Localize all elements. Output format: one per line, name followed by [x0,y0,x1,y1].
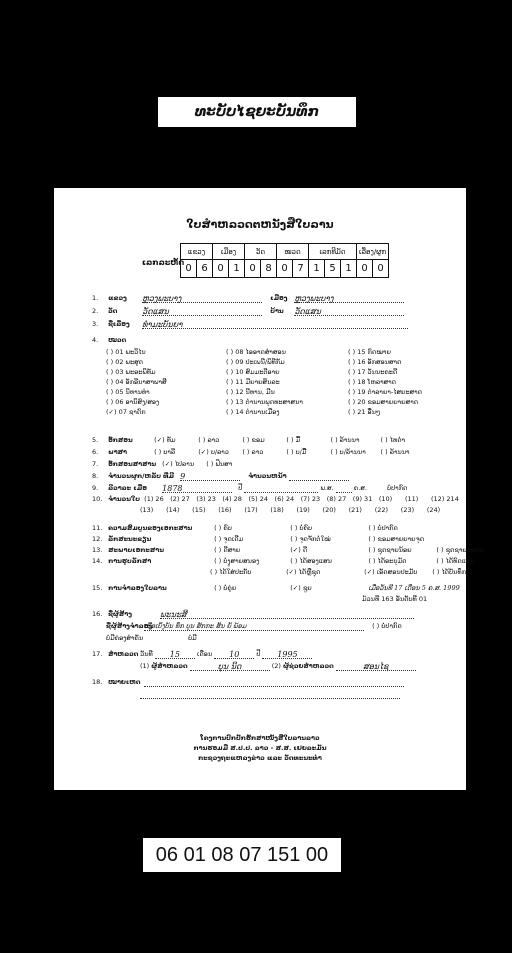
field-copyist-extra [106,634,197,643]
code-digit: 7 [293,260,309,278]
code-header: ເລື່ອງ/ຜູກ [357,244,389,260]
code-header: ເລກທີມັດ [309,244,357,260]
condition-option: (✓) ດີ [290,546,308,554]
manuscript-code-label: 06 01 08 07 151 00 [143,838,341,872]
script-option: ( ) ມື້ [286,436,301,444]
preservation-option: ( ) ບໍ່ງູສາຍສນອງ [214,557,260,565]
category-option: ( ) 11 ມີຍາຍສິນລະ [226,378,280,386]
footer-project: ໂຄງການປົກປັກຮັກສາໜັງສືໃບລານລາວ [200,734,320,742]
leaf-index: (14) [166,506,180,514]
field-script: 5. ອັກສອນ (✓) ທັມ ( ) ລາວ ( ) ຂອມ ( ) ມື້ ( ) ລ້ານນາ ( ) ໄທດຳ [92,436,421,445]
leaf-index: (16) [218,506,232,514]
code-digit: 0 [277,260,293,278]
writing-style-option: ( ) ຂອມສາຍຍາຍຈຸດ [368,535,425,543]
code-digit: 5 [325,260,341,278]
condition-option: ( ) ດີສາຍ [214,546,241,554]
replica-option: ( ) ບໍ່ຄູ່ຍ [214,584,237,592]
category-column-1 [106,347,167,417]
field-material: 7. ອັກສອນສາສານ (✓) ໄປລານ ( ) ຟິນສາ [92,460,248,469]
writing-style-option: ( ) ຈຸດເດີມ [214,535,244,543]
script-option: ( ) ໄທດຳ [380,436,406,444]
leaf-count: (3) 23 [196,495,216,503]
leaf-count-row-2 [140,506,451,515]
leaf-index: (21) [348,506,362,514]
code-header: ແຂວງ [181,244,213,260]
preservation-option: ( ) ໄດ້ທົດແທນ [436,557,475,565]
field-language: 6. ພາສາ ( ) ບາລີ (✓) ບ/ລາວ ( ) ລາວ ( ) ບ/ມື້ ( ) ບ/ລ້ານນາ ( ) ລ້ານນາ [92,448,421,457]
field-temple: 2. ວັດ ວັດແສນ ບ້ານ ວັດແສນ [92,307,404,316]
leaf-index: (23) [400,506,415,514]
code-header: ເມືອງ [213,244,245,260]
leaf-count: (6) 24 [274,495,295,503]
code-digit: 1 [341,260,357,278]
category-option: ( ) 15 ກົດໝາຍ [348,348,391,356]
temple-value: ວັດແສນ [142,307,262,316]
field-replica: 15. ການຈຳລອງໃບລານ ( ) ບໍ່ຄູ່ຍ (✓) ຊູຍ ເມື່ອວັນທີ 17 ເດືອນ 5 ຄ.ສ. 1999 [92,584,460,592]
survey-year: 1995 [262,650,312,659]
era-value: 1878 [162,484,232,493]
script-option: ( ) ລາວ [198,436,220,444]
script-option: (✓) ທັມ [154,436,176,444]
replica-date: ເມື່ອວັນທີ 17 ເດືອນ 5 ຄ.ສ. 1999 [368,584,460,592]
material-option: (✓) ໄປລານ [162,460,195,468]
copyist-value: ເພື່ອເບິ່ງບັນ ທຶກ ບຸນ ສັກກະ ສັນ ຍັ ພ້ອມ [144,622,364,631]
field-province: 1. ແຂວງ ຫຼວງພະບາງ ເມືອງ ຫຼວງພະບາງ [92,294,404,303]
field-preservation: 14. ການຮູບລັກສາ ( ) ບໍ່ງູສາຍສນອງ ( ) ໄດ້ສອງແສນ ( ) ໄດ້ອະນຸມັດ ( ) ໄດ້ທົດແທນ [92,557,475,565]
leaf-index: (20) [322,506,336,514]
leaf-count: (7) 23 [300,495,321,503]
language-option: (✓) ບ/ລາວ [198,448,229,456]
language-option: ( ) ບ/ມື້ [286,448,307,456]
language-option: ( ) ລາວ [242,448,264,456]
field-survey-date: 17. ສຳຫລວດ ວັນທີ 15 ເດືອນ 10 ປີ 1995 [92,650,312,659]
field-preservation-row-2 [210,568,466,577]
category-option: ( ) 12 ນີທານ, ມີນ [226,388,275,396]
surveyor-value: ບຸນ ນິດ [190,662,270,671]
leaf-count: (9) 31 [352,495,373,503]
category-option: ( ) 08 ໄອອາດສຳສອນ [226,348,286,356]
condition-option: ( ) ຊຸດຊາຍຫລາຍ [436,546,485,554]
preservation-option: ( ) ໄດ້ສອງແສນ [290,557,332,565]
province-value: ຫຼວງພະບາງ [142,294,262,303]
field-leaf-count: 10. ຈຳນວນໃບ (1) 26 (2) 27 (3) 23 (4) 28 (5) 24 (6) 24 (7) 23 (8) 27 (9) 31 (10) (11) (12) 214 [92,495,459,503]
field-title: 3. ຊື່ເລື່ອງ ທໍາມະບັນຍາ [92,320,408,329]
leaf-index: (19) [296,506,310,514]
completeness-option: ( ) ບໍ່ປາກົດ [368,524,398,532]
material-option: ( ) ຟິນສາ [206,460,233,468]
condition-option: ( ) ຊຸດຊາຍນ້ອຍ [368,546,412,554]
district-value: ຫຼວງພະບາງ [294,294,404,303]
code-digit: 0 [245,260,261,278]
preservation-option: ( ) ໄດ້ບັນທຶກ [432,568,466,576]
script-option: ( ) ລ້ານນາ [330,436,360,444]
completeness-option: ( ) ຄົບ [214,524,232,532]
completeness-option: ( ) ບໍ່ຄົບ [290,524,313,532]
field-notes: 18. ໝາຍເຫດ [92,678,404,687]
field-surveyors: (1) ຜູ້ສຳຫລວດ ບຸນ ນິດ (2) ຜູ້ຊ່ວຍສຳຫລວດ ສອນໄຊ [140,662,416,671]
category-column-2 [226,347,303,417]
language-option: ( ) ບ/ລ້ານນາ [330,448,366,456]
code-digit: 0 [181,260,197,278]
form-title: ໃບສຳຫລວດຕຫນັງສືໃບລານ [186,218,334,231]
leaf-count: (1) 26 [144,495,164,503]
leaf-index: (24) [426,506,441,514]
copyist-extra: ບໍ່ມີຄ່ອງສຳຄັນ [106,634,144,642]
title-value: ທໍາມະບັນຍາ [142,320,408,329]
category-option: ( ) 03 ພະອະພິທັມ [106,368,156,376]
preservation-option: (✓) ໄດ້ຫຼືຊຸດ [286,568,321,576]
replica-option: (✓) ຊູຍ [290,584,312,592]
preservation-option: ( ) ໄດ້ອະນຸມັດ [368,557,407,565]
code-label: ເລກລະຫັດ [142,258,185,267]
village-value: ວັດແສນ [294,307,404,316]
script-option: ( ) ຂອມ [242,436,265,444]
language-option: ( ) ບາລີ [154,448,176,456]
leaf-index: (15) [192,506,206,514]
category-option: ( ) 17 ວັນນະຄະດີ [348,368,398,376]
field-completeness: 11. ຄວາມສົມບູນຂອງເອກະສານ ( ) ຄົບ ( ) ບໍ່ຄົບ ( ) ບໍ່ປາກົດ [92,524,398,532]
leaf-index: (17) [244,506,258,514]
code-digit: 1 [229,260,245,278]
leaf-count: (10) [378,495,393,503]
field-copyist: ຊື່ຜູ້ສ້າງຈຳລອງ ເພື່ອເບິ່ງບັນ ທຶກ ບຸນ ສັກກະ ສັນ ຍັ ພ້ອມ ( ) ບໍ່ປາກົດ [106,622,402,630]
field-category: 4. ໝວດ [92,336,127,344]
author-value: ພະນະສີ [160,610,414,619]
record-label: ທະບັບໄຊຍະບັນທຶກ [158,97,356,127]
category-option: ( ) 10 ສົມມະຕີອາຍ [226,368,280,376]
category-option: ( ) 21 ອື່ນໆ [348,408,381,416]
survey-form [54,188,485,790]
code-digit: 8 [261,260,277,278]
category-option: ( ) 01 ພະວິໄນ [106,348,146,356]
leaf-count: (5) 24 [248,495,269,503]
code-digit: 0 [373,260,389,278]
category-option: ( ) 20 ຂອມສາຍຍາຍສາດ [348,398,419,406]
category-option: (✓) 07 ຊາດົກ [106,408,146,416]
bundles-value: 9 [180,472,240,481]
category-option: ( ) 09 ປະເພນີ/ພິທີກັມ [226,358,285,366]
leaf-count: (11) [404,495,419,503]
field-era: 9. ລີວາລະ ເມື່ອ 1878 ປີ ພ.ສ. ຄ.ສ. ບໍ່ປາກົດ [92,484,408,493]
category-option: ( ) 05 ນິທານທໍາ [106,388,150,396]
copyist-extra-2: ບໍ່ມີ [188,634,197,642]
category-option: ( ) 02 ພະສູດ [106,358,144,366]
code-digit: 6 [197,260,213,278]
code-header: ວັດ [245,244,277,260]
field-writing-style: 12. ລັກສະນະຂຽນ ( ) ຈຸດເດີມ ( ) ຈຸດຈັກຕໍ່ໃໝ່ ( ) ຂອມສາຍຍາຍຈຸດ [92,535,425,543]
leaf-count: (2) 27 [170,495,190,503]
field-condition: 13. ສະພາບເອກະສານ ( ) ດີສາຍ (✓) ດີ ( ) ຊຸດຊາຍນ້ອຍ ( ) ຊຸດຊາຍຫລາຍ [92,546,485,554]
preservation-option: (✓) ເອັດສອນປະມັບ [364,568,418,576]
category-option: ( ) 19 ຕຳລາຍາ-ໄສຍະສາດ [348,388,423,396]
language-option: ( ) ລ້ານນາ [380,448,410,456]
leaf-count: (4) 28 [222,495,242,503]
category-option: ( ) 04 ອັກອີນາສາພາສີ [106,378,167,386]
footer-ministry: ກະຊວງຖະແຫລງຂ່າວ ແລະ ວັດທະນະທຳ [198,754,322,762]
leaf-index: (22) [374,506,389,514]
survey-month: 10 [214,650,254,659]
code-digit: 1 [309,260,325,278]
survey-day: 15 [155,650,195,659]
leaf-count: (12) 214 [431,495,459,503]
code-header: ໝວດ [277,244,309,260]
field-author: 16. ຊື່ຜູ້ສ້າງ ພະນະສີ [92,610,414,619]
leaf-count: (8) 27 [326,495,347,503]
category-option: ( ) 06 ອານິສົງ/ສອງ [106,398,160,406]
category-option: ( ) 18 ໂຫລາສາດ [348,378,397,386]
preservation-option: ( ) ໄດ້ໃສ່ປະກັບ [210,568,252,576]
leaf-index: (18) [270,506,284,514]
category-column-3 [348,347,422,417]
category-option: ( ) 14 ຕຳນານເມືອງ [226,408,280,416]
leaf-index: (13) [140,506,154,514]
code-digit: 0 [357,260,373,278]
field-bundles: 8. ຈຳນວນຜູກ/ຫລັບ ທີ່ມີ 9 ຈຳນວນຫນ້າ [92,472,349,481]
code-digit: 0 [213,260,229,278]
category-option: ( ) 16 ອັກສອນສາດ [348,358,402,366]
category-option: ( ) 13 ຕຳນານພຸດທະສາສນາ [226,398,303,406]
pages-value [289,472,349,481]
assistant-value: ສອນໄຊ [336,662,416,671]
footer-cooperation: ການຮອມມື ສ.ປ.ປ. ລາວ - ສ.ສ. ເຢຍລະມັນ [193,744,327,752]
writing-style-option: ( ) ຈຸດຈັກຕໍ່ໃໝ່ [290,535,331,543]
code-table [180,243,389,278]
replica-stats: ມ້ວນທີ 163 ອັນດັບທີ 01 [362,595,428,603]
